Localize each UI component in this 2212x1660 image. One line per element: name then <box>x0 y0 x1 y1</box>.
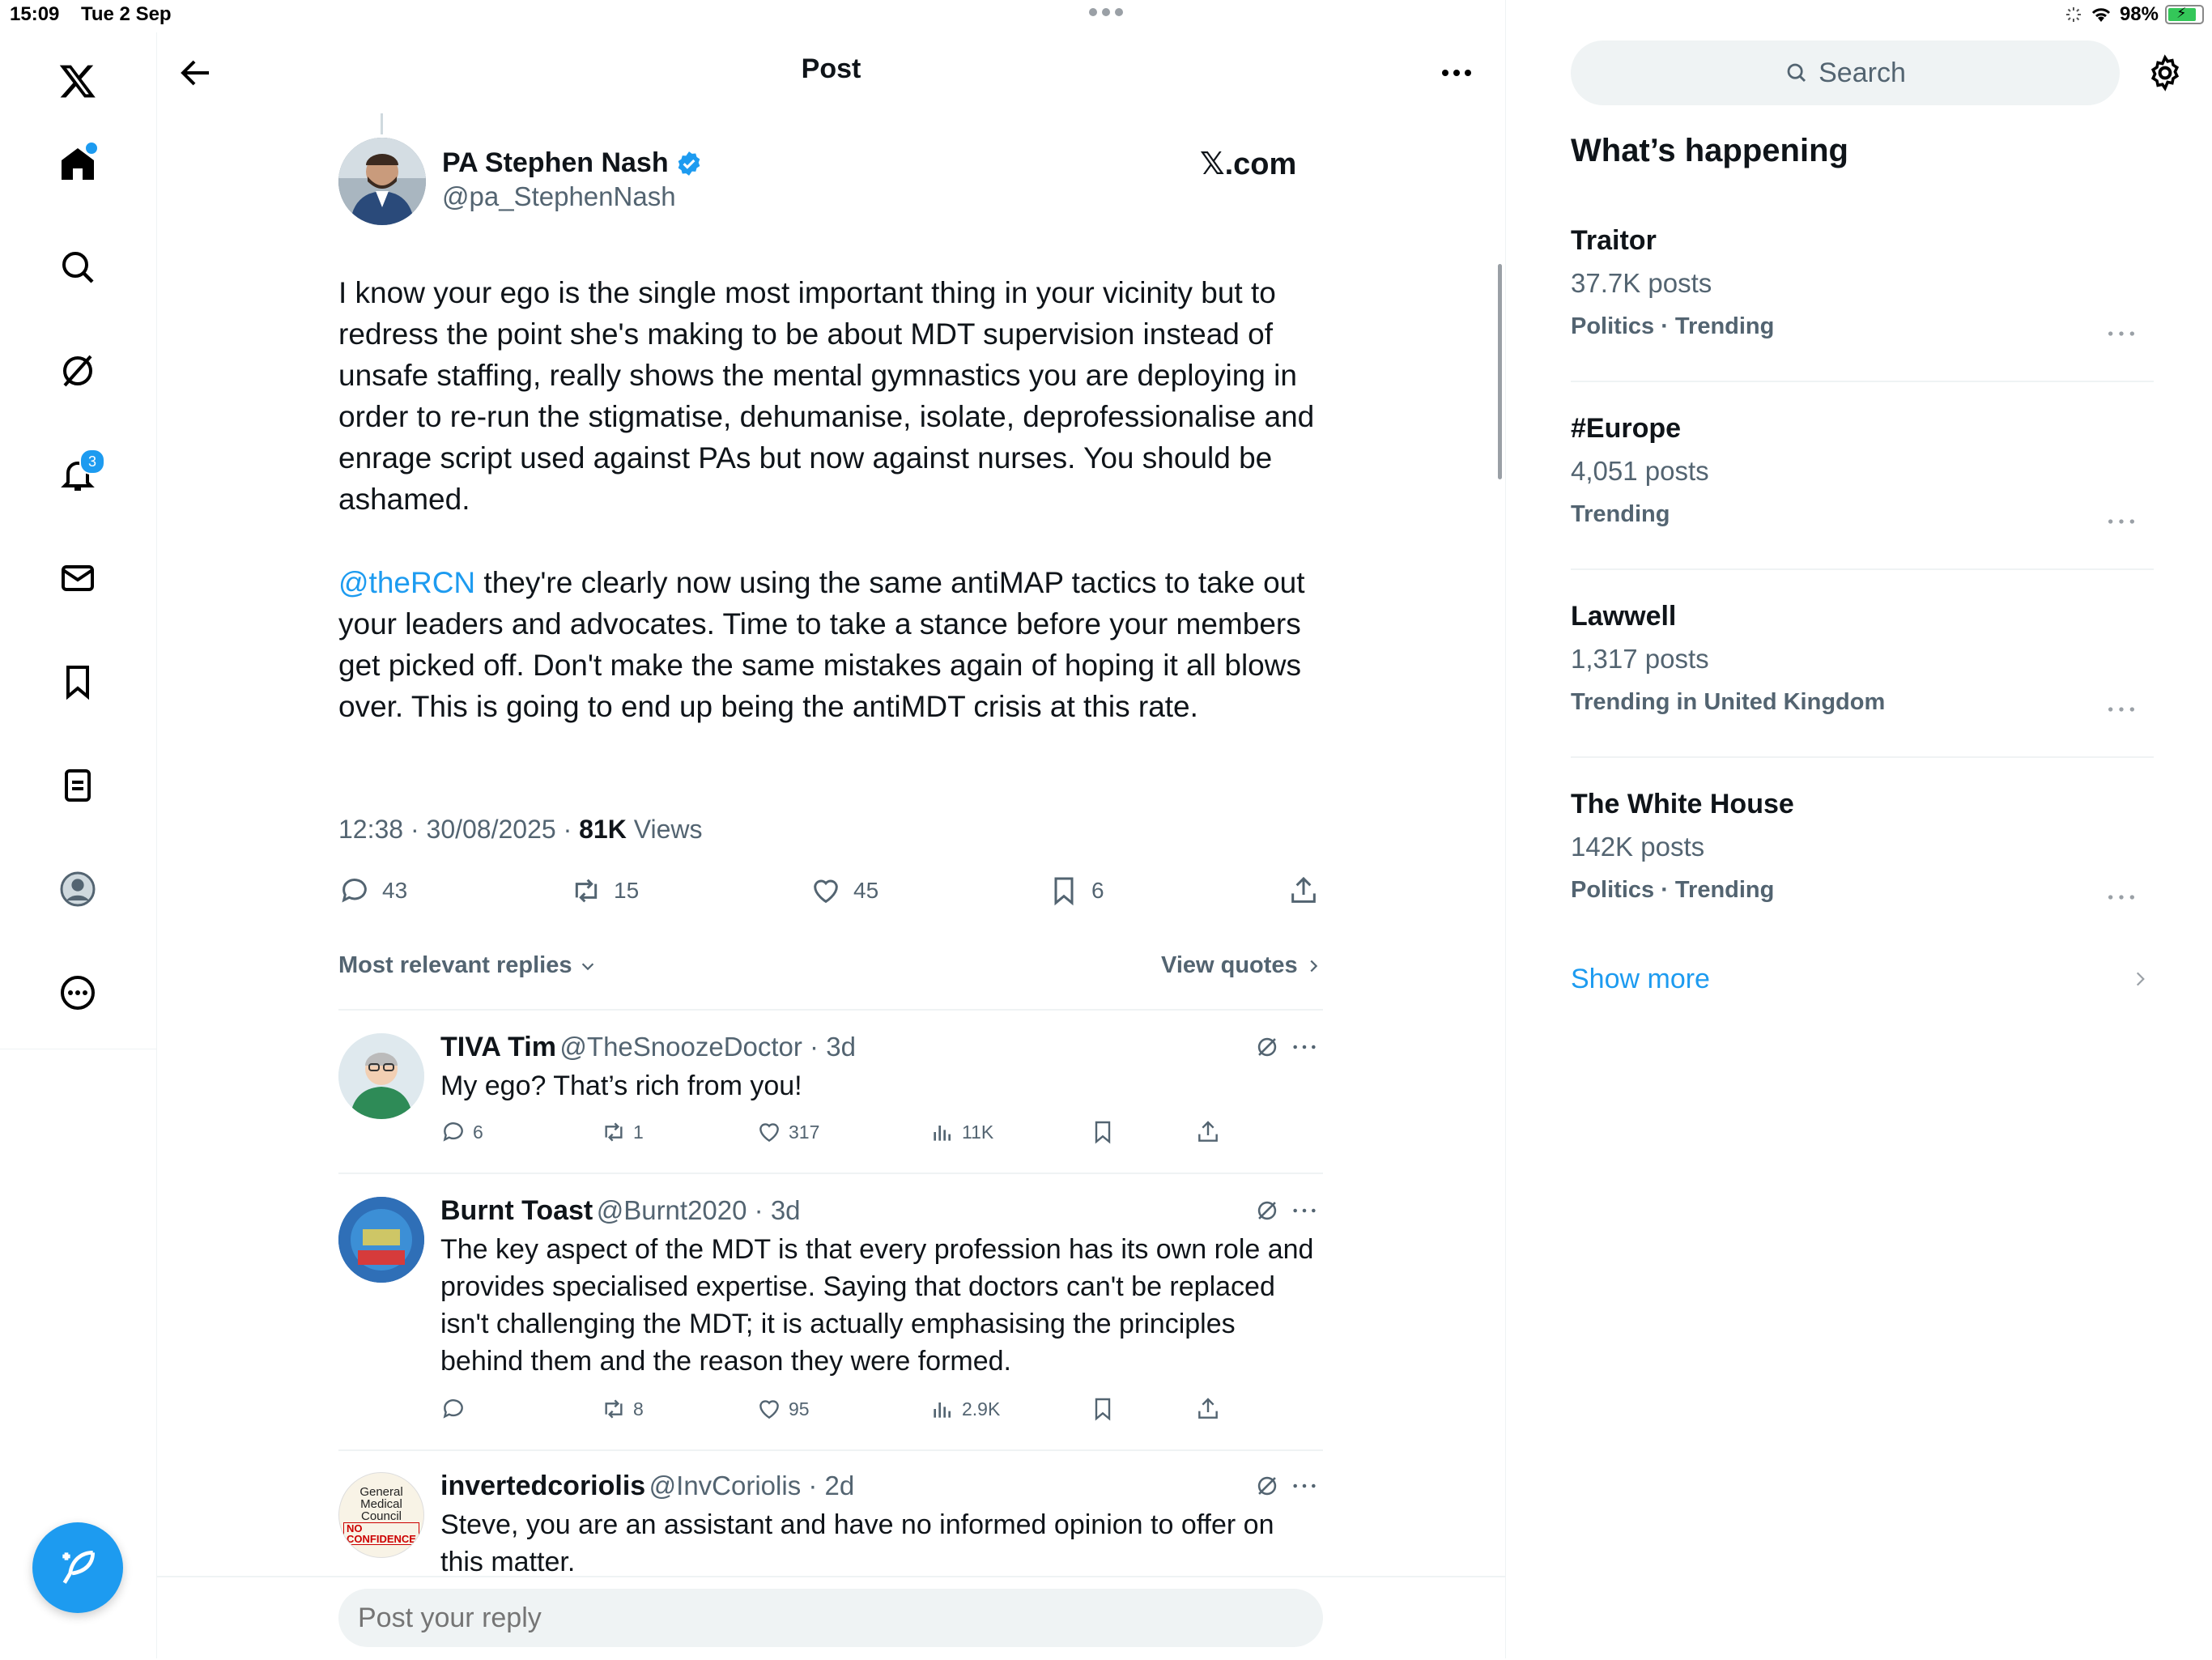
avatar-badge <box>343 1522 419 1545</box>
reply-text: Steve, you are an assistant and have no informed opinion to offer on this matter. <box>440 1509 1274 1576</box>
search-input[interactable] <box>1571 40 2120 105</box>
battery-percent: 98% <box>2119 3 2159 25</box>
trend-item[interactable] <box>1571 789 2154 918</box>
views-label: Views <box>626 815 703 844</box>
share-icon <box>1287 875 1320 907</box>
trend-count: 1,317 posts <box>1571 644 1709 674</box>
bookmark-icon <box>1090 1119 1116 1145</box>
more-options-icon[interactable] <box>1437 53 1476 92</box>
reply-share-action[interactable] <box>1195 1396 1221 1422</box>
repost-count: 15 <box>614 878 640 903</box>
trend-category: Politics · Trending <box>1571 313 1775 339</box>
mention-link[interactable]: @theRCN <box>338 566 476 599</box>
main-column <box>157 0 1506 1658</box>
post-text <box>338 272 1323 727</box>
heart-icon <box>756 1119 782 1145</box>
search-placeholder: Search <box>1819 57 1906 88</box>
more-icon[interactable] <box>49 964 107 1022</box>
lists-icon[interactable] <box>49 756 107 815</box>
more-options-icon[interactable] <box>2105 889 2138 905</box>
post-paragraph-2 <box>338 562 1323 727</box>
views-chart-icon <box>929 1119 955 1145</box>
trend-name: Traitor <box>1571 225 1657 256</box>
source-label: 𝕏.com <box>1200 147 1297 181</box>
trend-category: Trending in United Kingdom <box>1571 689 1886 715</box>
reply-author-handle[interactable]: @TheSnoozeDoctor · 3d <box>559 1032 856 1062</box>
search-icon <box>1784 61 1809 85</box>
bookmark-icon <box>1048 875 1080 907</box>
heart-icon <box>810 875 842 907</box>
reply-reply-action[interactable] <box>440 1119 483 1145</box>
avatar-text: Council <box>360 1509 402 1523</box>
author-avatar[interactable] <box>338 138 426 225</box>
reply-divider <box>338 1449 1323 1451</box>
reply-icon <box>440 1119 466 1145</box>
reply-author-handle[interactable]: @InvCoriolis · 2d <box>649 1471 855 1500</box>
reply-icon <box>440 1396 466 1422</box>
repost-icon <box>601 1396 627 1422</box>
views-count: 11K <box>962 1121 994 1143</box>
notifications-icon[interactable] <box>49 445 107 504</box>
heart-icon <box>756 1396 782 1422</box>
trend-divider <box>1571 756 2154 758</box>
post-header <box>157 32 1505 113</box>
author-name-row[interactable] <box>442 147 703 179</box>
gear-icon[interactable] <box>2146 53 2184 92</box>
scrollbar-thumb[interactable] <box>1498 264 1502 479</box>
chevron-right-icon <box>2129 968 2150 990</box>
reply-bookmark-action[interactable] <box>1090 1396 1116 1422</box>
messages-icon[interactable] <box>49 549 107 607</box>
verified-badge-icon <box>675 150 703 177</box>
reply-composer-bar <box>157 1576 1505 1660</box>
reply-repost-action[interactable] <box>601 1119 644 1145</box>
compose-post-button[interactable] <box>32 1522 123 1613</box>
avatar-text: Medical <box>360 1496 402 1511</box>
more-options-icon[interactable] <box>1291 1036 1318 1058</box>
trend-category: Trending <box>1571 501 1670 527</box>
like-count: 95 <box>789 1398 810 1420</box>
reply-count: 6 <box>473 1121 483 1143</box>
reply-views-action[interactable] <box>929 1119 993 1145</box>
post-paragraph-2-text: they're clearly now using the same antiMAP tactics to take out your leaders and advocates. Time to take a stance before your members get picked off. Don't make the same mistakes again of hoping it all blows over. This is going to end up being the antiMDT crisis at this rate. <box>338 566 1305 723</box>
trend-count: 142K posts <box>1571 832 1705 862</box>
trend-divider <box>1571 381 2154 382</box>
repost-action[interactable] <box>570 875 639 907</box>
reply-header <box>440 1471 854 1502</box>
reply-icon <box>338 875 371 907</box>
bookmarks-icon[interactable] <box>49 653 107 711</box>
reply-like-action[interactable] <box>756 1119 819 1145</box>
more-options-icon[interactable] <box>1291 1200 1318 1221</box>
chevron-down-icon <box>579 957 597 975</box>
like-count: 45 <box>853 878 879 903</box>
thread-connector-line <box>381 113 383 134</box>
share-icon <box>1195 1119 1221 1145</box>
chevron-right-icon <box>1304 957 1322 975</box>
trend-item[interactable] <box>1571 601 2154 730</box>
reply-divider <box>338 1173 1323 1174</box>
reply-reply-action[interactable] <box>440 1396 473 1422</box>
reply-input[interactable] <box>338 1589 1323 1647</box>
bookmark-action[interactable] <box>1048 875 1104 907</box>
more-options-icon[interactable] <box>1291 1475 1318 1496</box>
share-action[interactable] <box>1287 875 1320 907</box>
explore-icon[interactable] <box>49 238 107 296</box>
right-sidebar <box>1506 0 2212 1658</box>
reply-bookmark-action[interactable] <box>1090 1119 1116 1145</box>
reply-text: The key aspect of the MDT is that every profession has its own role and provides specialised expertise. Saying that doctors can't be replaced isn't challenging the MDT; it is actually emphasising the principles behind them and the reason they were formed. <box>440 1234 1314 1377</box>
trend-item[interactable] <box>1571 225 2154 355</box>
post-timestamp[interactable]: 12:38 · 30/08/2025 · <box>338 815 580 844</box>
views-count: 81K <box>579 815 627 844</box>
reply-action[interactable] <box>338 875 407 907</box>
reply-avatar[interactable] <box>338 1033 424 1119</box>
show-more-link[interactable]: Show more <box>1571 964 1710 994</box>
post-paragraph-1: I know your ego is the single most important thing in your vicinity but to redress the point she's making to be about MDT supervision instead of unsafe staffing, really shows the mental gymnastics you are deploying in order to re-run the stigmatise, dehumanise, isolate, deprofessionalise and enrage script used against PAs but now against nurses. You should be ashamed. <box>338 276 1315 516</box>
profile-icon[interactable] <box>49 860 107 918</box>
view-quotes-link[interactable] <box>1161 952 1322 979</box>
reply-text: My ego? That’s rich from you! <box>440 1070 802 1101</box>
views-count: 2.9K <box>962 1398 1001 1420</box>
reply-avatar[interactable] <box>338 1197 424 1283</box>
repost-icon <box>570 875 602 907</box>
trend-count: 37.7K posts <box>1571 268 1712 298</box>
repost-count: 1 <box>633 1121 644 1143</box>
trend-name: The White House <box>1571 789 1794 819</box>
view-quotes-label: View quotes <box>1161 952 1298 978</box>
avatar-text: NO <box>347 1522 363 1534</box>
reply-header <box>440 1032 856 1063</box>
page-title: Post <box>801 53 861 84</box>
views-chart-icon <box>929 1396 955 1422</box>
trend-name: Lawwell <box>1571 601 1677 632</box>
bookmark-icon <box>1090 1396 1116 1422</box>
trend-divider <box>1571 568 2154 570</box>
compose-feather-icon <box>55 1545 100 1590</box>
notifications-badge: 3 <box>79 449 105 475</box>
reply-author-name[interactable]: Burnt Toast <box>440 1195 593 1226</box>
more-options-icon[interactable] <box>2105 701 2138 717</box>
reply-like-action[interactable] <box>756 1396 810 1422</box>
grok-icon[interactable] <box>1253 1033 1281 1061</box>
repost-count: 8 <box>633 1398 644 1420</box>
reply-author-handle[interactable]: @Burnt2020 · 3d <box>596 1195 801 1225</box>
grok-icon[interactable] <box>1253 1197 1281 1224</box>
like-action[interactable] <box>810 875 878 907</box>
bookmark-count: 6 <box>1091 878 1104 903</box>
author-name[interactable]: PA Stephen Nash <box>442 147 669 178</box>
trend-name: #Europe <box>1571 413 1682 444</box>
post-meta <box>338 815 702 845</box>
share-icon <box>1195 1396 1221 1422</box>
left-navigation <box>0 32 157 1658</box>
whats-happening-heading: What’s happening <box>1571 133 1848 168</box>
home-icon[interactable] <box>49 134 107 193</box>
replies-divider <box>338 1009 1323 1011</box>
like-count: 317 <box>789 1121 820 1143</box>
grok-icon[interactable] <box>49 342 107 400</box>
sort-label: Most relevant replies <box>338 952 572 978</box>
trend-count: 4,051 posts <box>1571 456 1709 486</box>
author-handle[interactable]: @pa_StephenNash <box>442 181 676 211</box>
reply-views-action[interactable] <box>929 1396 1000 1422</box>
trend-category: Politics · Trending <box>1571 877 1775 903</box>
battery-icon: ⚡ <box>2165 5 2204 24</box>
x-logo-icon[interactable] <box>49 52 107 110</box>
grok-icon[interactable] <box>1253 1472 1281 1500</box>
more-options-icon[interactable] <box>2105 326 2138 342</box>
avatar-text: General <box>359 1484 403 1499</box>
repost-icon <box>601 1119 627 1145</box>
sort-replies-dropdown[interactable] <box>338 952 597 979</box>
status-date: Tue 2 Sep <box>81 3 172 25</box>
reply-author-name[interactable]: TIVA Tim <box>440 1032 556 1062</box>
reply-repost-action[interactable] <box>601 1396 644 1422</box>
reply-header <box>440 1195 801 1227</box>
home-unread-dot <box>84 141 99 155</box>
reply-count: 43 <box>382 878 408 903</box>
status-time: 15:09 <box>10 3 60 25</box>
reply-author-name[interactable]: invertedcoriolis <box>440 1471 646 1501</box>
reply-share-action[interactable] <box>1195 1119 1221 1145</box>
trend-item[interactable] <box>1571 413 2154 543</box>
reply-avatar[interactable] <box>338 1472 424 1558</box>
more-options-icon[interactable] <box>2105 513 2138 530</box>
avatar-text: CONFIDENCE <box>347 1532 416 1545</box>
